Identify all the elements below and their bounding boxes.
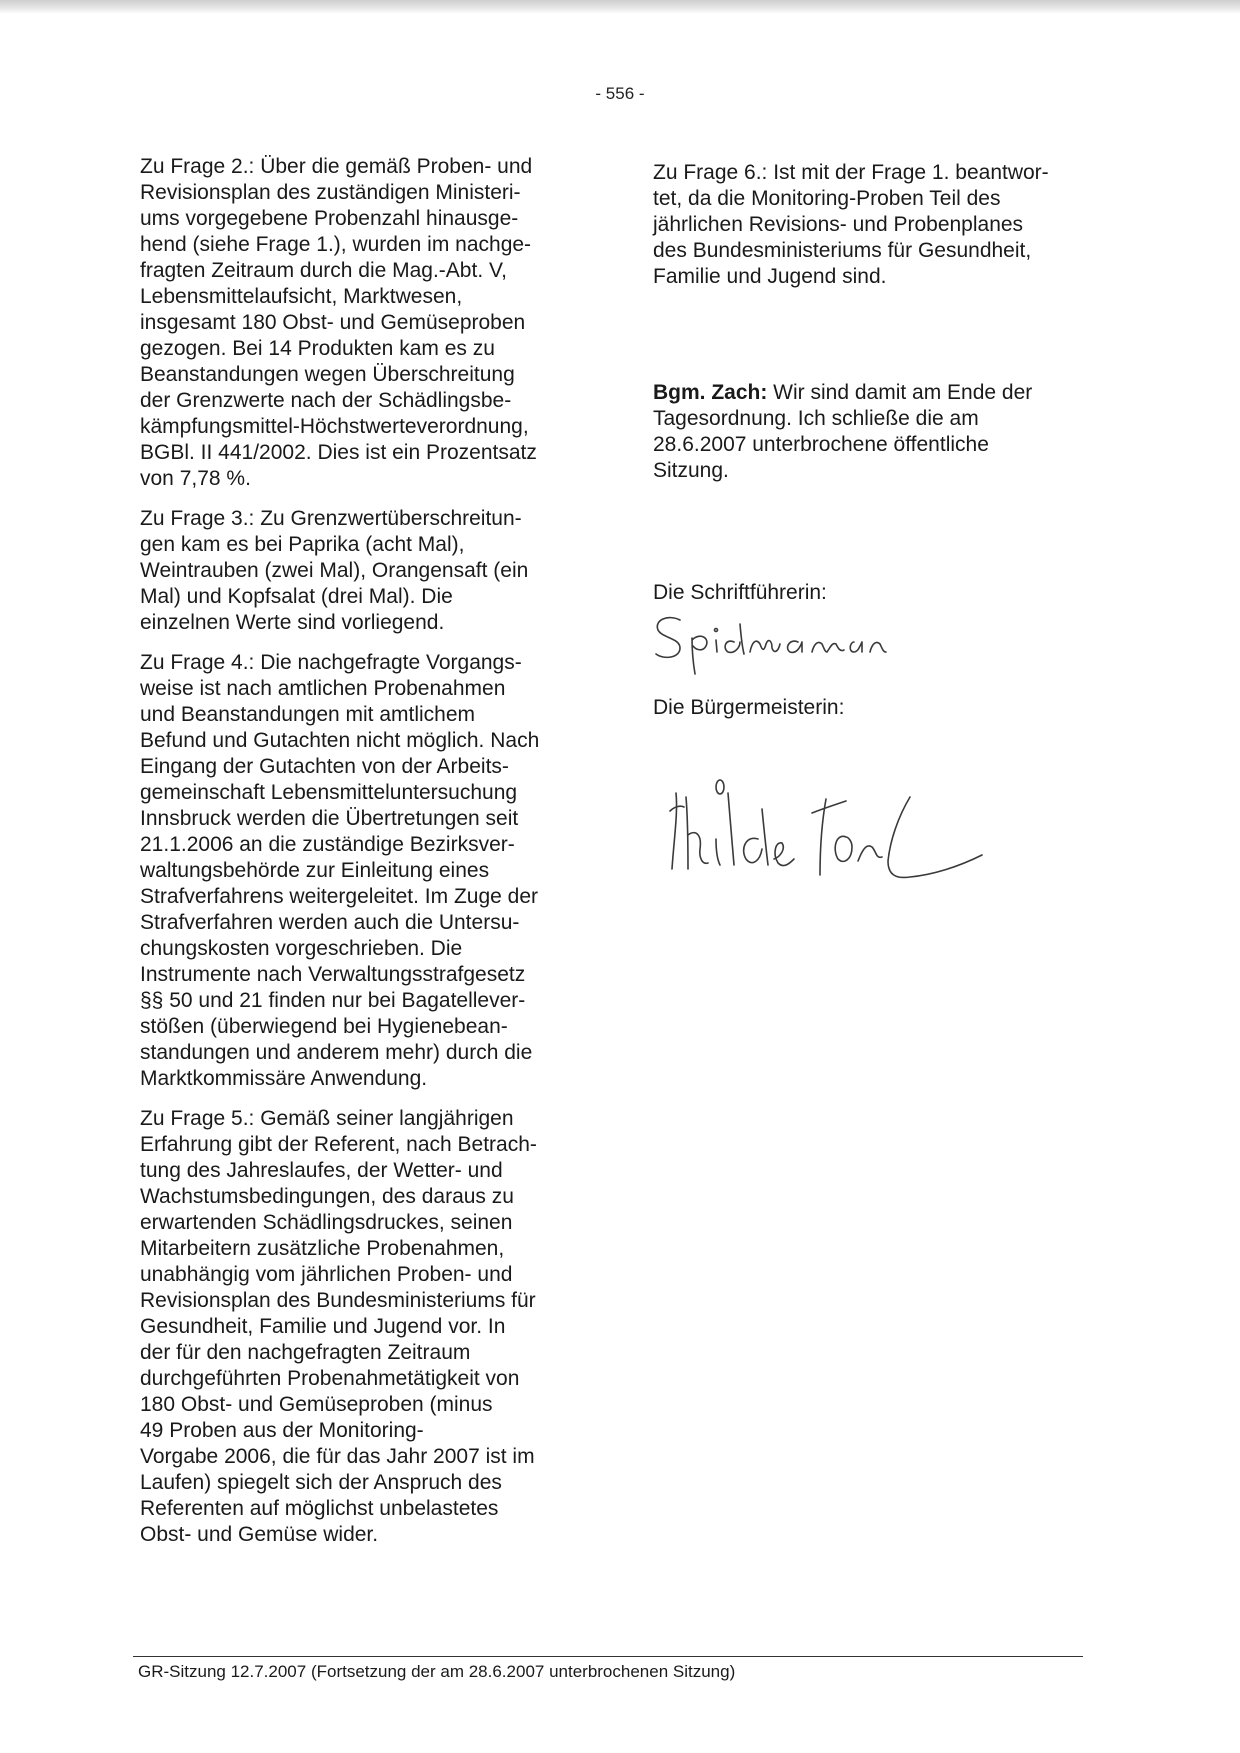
closing-text: Wir sind damit am Ende der Tagesordnung. Ich schließe die am 28.6.2007 unterbrochene öffentliche Sitzung. <box>653 381 1033 482</box>
answer-frage-3: Zu Frage 3.: Zu Grenzwertüberschreitun- gen kam es bei Paprika (acht Mal), Weintrauben (zwei Mal), Orangensaft (ein Mal) und Kopfsalat (drei Mal). Die einzelnen Werte sind vorliegend. <box>140 507 529 634</box>
mayor-signature <box>662 765 1022 895</box>
left-column <box>140 154 600 1548</box>
secretary-label: Die Schriftführerin: <box>653 581 827 604</box>
page-number: - 556 - <box>595 84 645 103</box>
answer-frage-4: Zu Frage 4.: Die nachgefragte Vorgangs- weise ist nach amtlichen Probenahmen und Beanstandungen mit amtlichem Befund und Gutachten nicht möglich. Nach Eingang der Gutachten von der Arbeits- gemeinschaft Lebensmitteluntersuchung Innsbruck werden die Übertretungen seit 21.1.2006 an die zuständige Bezirksver- waltungsbehörde zur Einleitung eines Strafverfahrens weitergeleitet. Im Zuge der Strafverfahren werden auch die Untersu- chungskosten vorgeschrieben. Die Instrumente nach Verwaltungsstrafgesetz §§ 50 und 21 finden nur bei Bagatellever- stößen (überwiegend bei Hygienebean- standungen und anderem mehr) durch die Marktkommissäre Anwendung. <box>140 651 540 1090</box>
answer-frage-2: Zu Frage 2.: Über die gemäß Proben- und Revisionsplan des zuständigen Ministeri- ums vorgegebene Probenzahl hinausge- hend (siehe Frage 1.), wurden im nachge- fragten Zeitraum durch die Mag.-Abt. V, Lebensmittelaufsicht, Marktwesen, insgesamt 180 Obst- und Gemüseproben gezogen. Bei 14 Produkten kam es zu Beanstandungen wegen Überschreitung der Grenzwerte nach der Schädlingsbe- kämpfungsmittel-Höchstwerteverordnung, BGBl. II 441/2002. Dies ist ein Prozentsatz von 7,78 %. <box>140 155 537 490</box>
speaker-name: Bgm. Zach: <box>653 381 768 404</box>
secretary-signature <box>650 608 930 678</box>
right-column <box>653 160 1113 290</box>
answer-frage-6: Zu Frage 6.: Ist mit der Frage 1. beantwor- tet, da die Monitoring-Proben Teil des jährlichen Revisions- und Probenplanes des Bundesministeriums für Gesundheit, Familie und Jugend sind. <box>653 161 1049 288</box>
scan-edge <box>0 0 1240 14</box>
footer-divider <box>133 1656 1083 1657</box>
answer-frage-5: Zu Frage 5.: Gemäß seiner langjährigen Erfahrung gibt der Referent, nach Betrach- tung des Jahreslaufes, der Wetter- und Wachstumsbedingungen, des daraus zu erwartenden Schädlingsdruckes, seinen Mitarbeitern zusätzliche Probenahmen, unabhängig vom jährlichen Proben- und Revisionsplan des Bundesministeriums für Gesundheit, Familie und Jugend vor. In der für den nachgefragten Zeitraum durchgeführten Probenahmetätigkeit von 180 Obst- und Gemüseproben (minus 49 Proben aus der Monitoring- Vorgabe 2006, die für das Jahr 2007 ist im Laufen) spiegelt sich der Anspruch des Referenten auf möglichst unbelastetes Obst- und Gemüse wider. <box>140 1107 537 1546</box>
footer-text: GR-Sitzung 12.7.2007 (Fortsetzung der am 28.6.2007 unterbrochenen Sitzung) <box>138 1662 736 1681</box>
mayor-label: Die Bürgermeisterin: <box>653 696 845 719</box>
closing-statement <box>653 380 1113 484</box>
